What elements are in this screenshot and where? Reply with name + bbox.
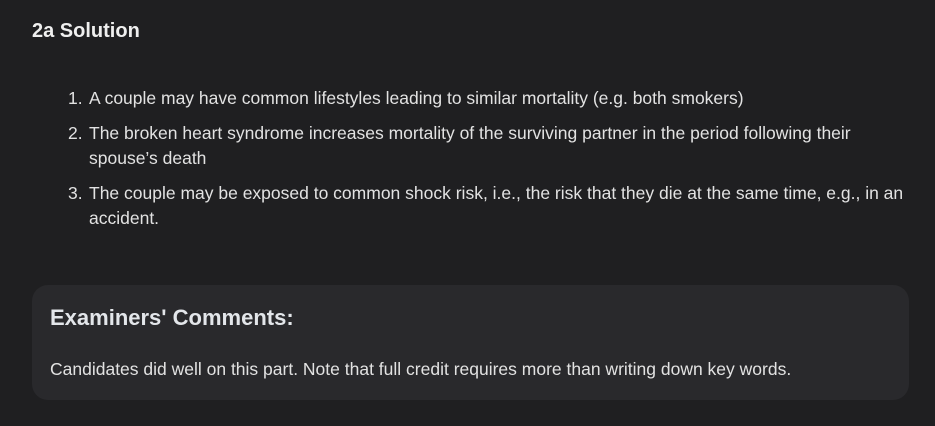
list-item-text: The broken heart syndrome increases mortality of the surviving partner in the period following their spouse’s death — [89, 123, 851, 168]
comments-heading: Examiners' Comments: — [50, 305, 294, 330]
list-item — [68, 181, 918, 231]
list-item-text: The couple may be exposed to common shock risk, i.e., the risk that they die at the same time, e.g., in an accident. — [89, 183, 904, 228]
section-title: 2a Solution — [32, 20, 140, 42]
list-item — [68, 121, 918, 171]
list-item-number: 2. — [68, 123, 83, 143]
list-item-text: A couple may have common lifestyles leading to similar mortality (e.g. both smokers) — [89, 88, 744, 108]
list-item — [68, 86, 918, 111]
list-item-number: 1. — [68, 88, 83, 108]
list-item-number: 3. — [68, 183, 83, 203]
examiners-comments-panel — [32, 285, 909, 400]
solution-list — [68, 86, 918, 241]
comments-text: Candidates did well on this part. Note that full credit requires more than writing down key words. — [50, 359, 792, 379]
